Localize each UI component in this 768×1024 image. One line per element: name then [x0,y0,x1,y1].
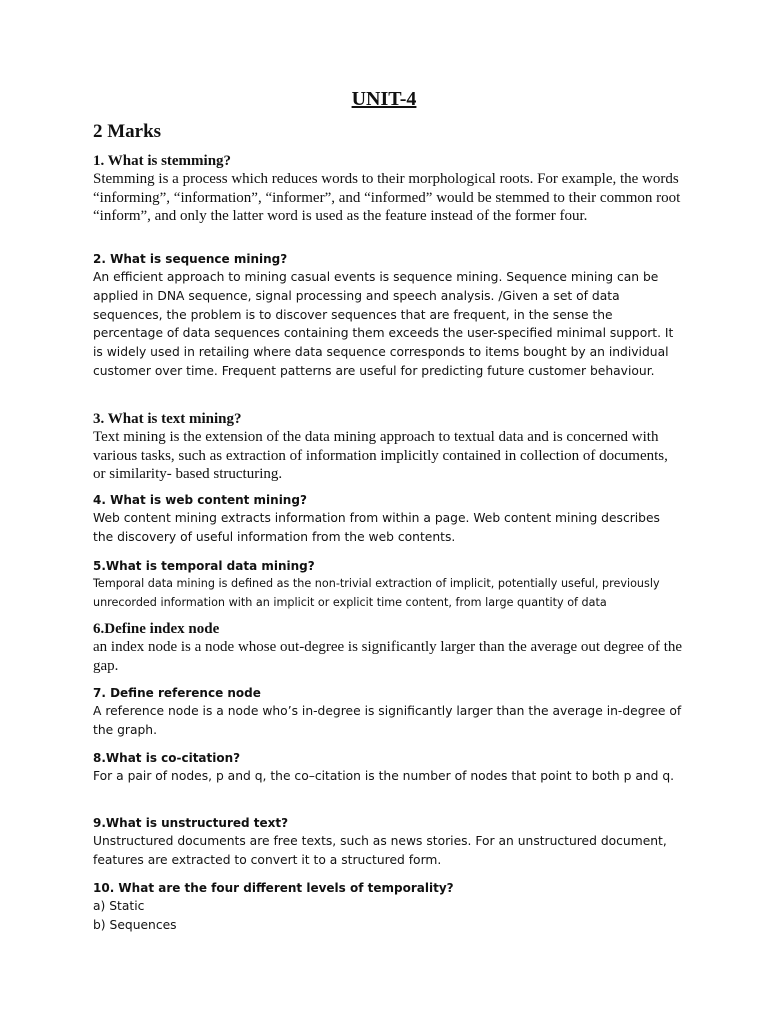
question-2: 2. What is sequence mining? [93,252,288,266]
unit-title: UNIT-4 [351,88,417,110]
qa-item-1 [93,152,683,226]
answer-10-list [93,897,683,935]
question-6: 6.Define index node [93,621,220,637]
qa-item-2 [93,251,683,381]
question-3: 3. What is text mining? [93,411,242,427]
question-8: 8.What is co-citation? [93,751,241,765]
answer-4: Web content mining extracts information from within a page. Web content mining describes the discovery of useful information from the web contents. [93,511,660,544]
question-5: 5.What is temporal data mining? [93,559,315,573]
list-item: b) Sequences [93,918,177,932]
qa-item-4 [93,492,683,547]
qa-item-9 [93,815,683,870]
answer-6: an index node is a node whose out-degree is significantly larger than the average out degree of the gap. [93,639,683,674]
qa-item-5 [93,558,683,612]
answer-5: Temporal data mining is defined as the non-trivial extraction of implicit, potentially useful, previously unrecorded information with an implicit or explicit time content, from large quantity of data [93,577,660,609]
answer-1: Stemming is a process which reduces words to their morphological roots. For example, the words “informing”, “information”, “informer”, and “informed” would be stemmed to their common root “inform”, and only the latter word is used as the feature instead of the former four. [93,171,681,225]
qa-item-6 [93,620,683,675]
answer-7: A reference node is a node who’s in-degree is significantly larger than the average in-degree of the graph. [93,704,682,737]
question-1: 1. What is stemming? [93,153,232,169]
question-4: 4. What is web content mining? [93,493,307,507]
qa-item-10 [93,880,683,935]
answer-3: Text mining is the extension of the data mining approach to textual data and is concerned with various tasks, such as extraction of information implicitly contained in collection of documents, or similarity- based structuring. [93,429,668,483]
question-7: 7. Define reference node [93,686,261,700]
qa-item-3 [93,410,683,484]
answer-2: An efficient approach to mining casual events is sequence mining. Sequence mining can be applied in DNA sequence, signal processing and speech analysis. /Given a set of data sequences, the problem is to discover sequences that are frequent, in the sense the percentage of data sequences containing them exceeds the user-specified minimal support. It is widely used in retailing where data sequence corresponds to items bought by an individual customer over time. Frequent patterns are useful for predicting future customer behaviour. [93,270,674,378]
qa-item-7 [93,685,683,740]
qa-item-8 [93,750,683,786]
section-title: 2 Marks [93,121,162,142]
question-9: 9.What is unstructured text? [93,816,289,830]
question-10: 10. What are the four different levels of temporality? [93,881,454,895]
answer-9: Unstructured documents are free texts, such as news stories. For an unstructured document, features are extracted to convert it to a structured form. [93,834,667,867]
answer-8: For a pair of nodes, p and q, the co–citation is the number of nodes that point to both p and q. [93,769,675,783]
list-item: a) Static [93,899,145,913]
